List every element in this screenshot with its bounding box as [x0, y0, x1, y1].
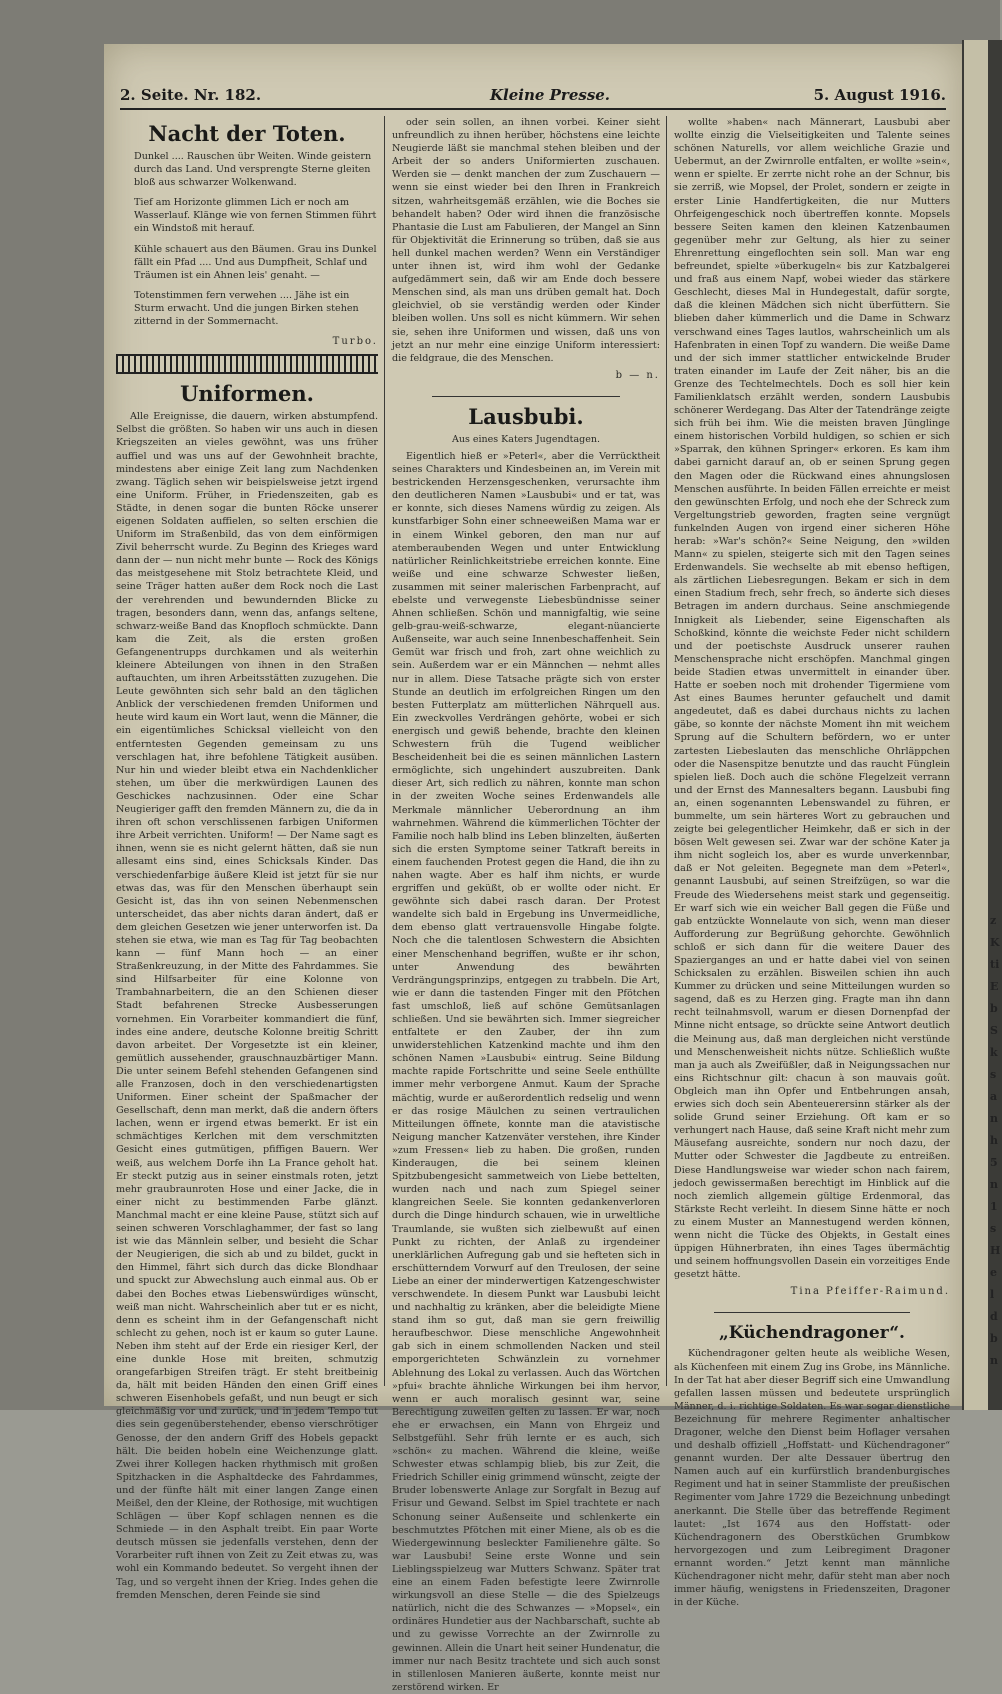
page-header — [120, 86, 946, 110]
strip-letter: a — [990, 1090, 998, 1103]
divider — [714, 1304, 910, 1313]
poem-author: Turbo. — [332, 336, 378, 348]
column-2 — [392, 116, 660, 1693]
header-masthead: Kleine Presse. — [490, 86, 611, 104]
strip-letter: 5 — [990, 1156, 998, 1169]
strip-letter: n — [990, 1178, 998, 1191]
story-continuation — [674, 116, 950, 1281]
strip-letter: n — [990, 1112, 998, 1125]
strip-letter: S — [990, 1024, 998, 1037]
poem-stanza: Totenstimmen fern verwehen .... Jähe ist ein Sturm erwacht. Und die jungen Birken stehen zitternd in der Sommernacht. — [134, 289, 359, 328]
strip-letter: s — [990, 1222, 997, 1235]
adjacent-page-edge — [962, 40, 1002, 1410]
article-body — [116, 410, 378, 1602]
newspaper-page — [104, 44, 962, 1693]
story-author: Tina Pfeiffer-Raimund. — [790, 1286, 950, 1298]
article-signature: b — n. — [615, 369, 660, 381]
story-title: Lausbubi. — [468, 403, 584, 429]
adjacent-page-letters — [990, 910, 1002, 1372]
strip-letter: 1 — [990, 1200, 998, 1213]
column-rule — [666, 116, 667, 1386]
story-subtitle: Aus eines Katers Jugendtagen. — [452, 433, 600, 445]
poem-title: Nacht der Toten. — [148, 121, 346, 146]
poem-stanza: Kühle schauert aus den Bäumen. Grau ins Dunkel fällt ein Pfad .... Und aus Dumpfheit, Schlaf und Träumen ist ein Ahnen leis' genaht. — — [134, 243, 377, 281]
story-text: Eigentlich hieß er »Peterl«, aber die Verrücktheit seines Charakters und Kindesbeinen an, im Verein mit bestrickenden Herzensgeschenken, verursachte ihm den deutlicheren Namen »Lausbubi« und er tat, was er konnte, sich dieses Namens würdig zu zeigen. Als kunstfarbiger Sohn einer schneeweißen Mama war er in einem Winkel geboren, den man nur auf atemberaubenden Wegen und unter Entwicklung natürlicher Reinlichkeitstriebe erreichen konnte. Eine weiße und eine schwarze Schwester ließen, zusammen mit seiner malerischen Farbenpracht, auf ebelste und verwegenste Liebesbündnisse seiner Ahnen schließen. Schön und mannigfaltig, wie seine gelb-grau-weiß-schwarze, elegant-nüancierte Außenseite, war auch seine Innenbeschaffenheit. Sein Gemüt war frisch und froh, zart ohne weichlich zu sein. Außerdem war er ein Männchen — nehmt alles nur in allem. Diese Tatsache prägte sich von erster Stunde an deutlich im erfolgreichen Ringen um den besten Futterplatz am mütterlichen Nährquell aus. Ein zweckvolles Verdrängen gehörte, wobei er sich energisch und gewiß behende, brachte den kleinen Schwestern früh die Tugend weiblicher Bescheidenheit bei die es seinen männlichen Lastern ermöglichte, sich ungehindert auszubreiten. Dank dieser Art, sich redlich zu nähren, konnte man schon in der zweiten Woche seines Erdenwandels alle Merkmale männlicher Ueberordnung an ihm wahrnehmen. Während die kümmerlichen Töchter der Familie noch halb blind ins Leben blinzelten, äußerten sich die ersten Symptome seiner Tatkraft bereits in einem fauchenden Protest gegen die Hand, die ihn zu nahen wagte. Aber es half ihm nichts, er wurde ergriffen und geküßt, ob er wollte oder nicht. Er gewöhnte sich dabei rasch daran. Der Protest wandelte sich bald in Ergebung ins Unvermeidliche, dem ebenso glatt vertrauensvolle Hingabe folgte. Noch che die talentlosen Schwestern die Absichten einer Menschenhand begriffen, wußte er ihr schon, unter Anwendung des bewährten Verdrängungsprinzips, entgegen zu trabbeln. Die Art, wie er dann die tastenden Finger mit den Pfötchen fast umschloß, ließ auf schöne Gemütsanlagen schließen. Und sie bewährten sich. Immer siegreicher entfaltete er den Zauber, der ihn zum unwiderstehlichen Katzenkind machte und ihm den schönen Namen »Lausbubi« eintrug. Seine Bildung machte rapide Fortschritte und seine Seele enthüllte immer mehr verborgene Anmut. Kaum der Sprache mächtig, wurde er außerordentlich redselig und wenn er das rosige Mäulchen zu seinen vertraulichen Mitteilungen öffnete, konnte man die atavistische Neigung mancher Katzenväter verstehen, ihre Kinder »zum Fressen« lieb zu haben. Die großen, runden Kinderaugen, die bei seinem kleinen Spitzbubengesicht sammetweich von Liebe bettelten, wurden nach und nach zum Spiegel seiner klangreichen Seele. Sie konnten gedankenverloren durch die Dinge hindurch schauen, wie in urweltliche Traumlande, sie wußten sich zielbewußt auf einen Punkt zu richten, der Anlaß zu irgendeiner unerklärlichen Aufregung gab und sie hefteten sich in erschütterndem Vorwurf auf den Treulosen, der seine Liebe an einer der minderwertigen Katzengeschwister verschwendete. In diesem Punkt war Lausbubi leicht und nachhaltig zu kränken, aber die beleidigte Miene stand ihm so gut, daß man sie gern freiwillig heraufbeschwor. Diese menschliche Angewohnheit gab sich in einem schmollenden Nacken und steil emporgerichteten Schwänzlein zu vornehmer Ablehnung des Lokal zu verlassen. Auch das Wörtchen »pfui« brachte ähnliche Wirkungen bei ihm hervor, wenn er auch moralisch gesinnt war, seine Berechtigung zuweilen gelten zu lassen. Er war, noch ehe er erwachsen, ein Mann von Ehrgeiz und Selbstgefühl. Sehr früh lernte er es auch, sich »schön« zu machen. Während die kleine, weiße Schwester etwas schlampig blieb, bis zur Zeit, die Friedrich Schiller einig grimmend wünscht, zeigte der Bruder lobenswerte Anlage zur Sorgfalt in Bezug auf Frisur und Gewand. Selbst im Spiel trachtete er nach Schonung seiner Außenseite und schlenkerte ein beschmutztes Pfötchen mit einer Miene, als ob es die Wiedergewinnung besleckter Familienehre gälte. So war Lausbubi! Seine erste Wonne und sein Lieblingsspielzeug war Mutters Schwanz. Später trat eine an einem Faden befestigte leere Zwirnrolle wirkungsvoll an diese Stelle — die des Spielzeugs natürlich, nicht die des Schwanzes — »Mopsel«, ein ordinäres Hundetier aus der Nachbarschaft, suchte ab und zu gewisse Vorrechte an der Zwirnrolle zu gewinnen. Allein die Unart heit seiner Hundenatur, die immer nur nach Besitz trachtete und sich auch sonst in stillenlosen Manieren äußerte, konnte meist nur zerstörend wirken. Er — [392, 450, 660, 1693]
strip-letter: h — [990, 1134, 998, 1147]
ornament-divider — [116, 354, 378, 374]
strip-letter: d — [990, 1310, 998, 1323]
article-text: oder sein sollen, an ihnen vorbei. Keiner sieht unfreundlich zu ihnen herüber, höchstens eine leichte Neugierde läßt sie manchmal stehen bleiben und der Arbeit der so anders Uniformierten zuschauen. Werden sie — denkt manchen der zum Zuschauern — wenn sie einst wieder bei den Ihren in Frankreich sitzen, wahrheitsgemäß erzählen, wie die Boches sie behandelt haben? Oder wird ihnen die französische Phantasie die Lust am Fabulieren, der Mangel an Sinn für Objektivität die Erinnerung so trüben, daß sie aus hell dunkel machen werden? Wenn ein Verständiger unter ihnen ist, wird ihm wohl der Gedanke aufgedämmert sein, daß wir am Ende doch bessere Menschen sind, als man uns drüben gemalt hat. Doch gleichviel, ob sie verständig werden oder Kinder bleiben wollen. Uns soll es nicht kümmern. Wir sehen sie, sehen ihre Uniformen und wissen, daß uns von jetzt an nur mehr eine einzige Uniform interessiert: die feldgraue, die des Menschen. — [392, 117, 660, 364]
column-1 — [116, 116, 378, 1601]
poem-body — [116, 150, 378, 328]
strip-letter: l — [990, 1288, 995, 1301]
divider — [432, 388, 620, 397]
column-3 — [674, 116, 950, 1609]
column-rule — [384, 116, 385, 1386]
strip-letter: k — [990, 1046, 998, 1059]
strip-letter: ti — [990, 958, 1000, 971]
story-body — [392, 450, 660, 1694]
strip-letter: n — [990, 1354, 998, 1367]
poem-stanza: Tief am Horizonte glimmen Lich er noch am Wasserlauf. Klänge wie von fernen Stimmen führt ein Windstoß mit herauf. — [134, 197, 377, 235]
article-title: „Küchendragoner“. — [719, 1323, 905, 1344]
article-title: Uniformen. — [180, 381, 314, 407]
poem-stanza: Dunkel .... Rauschen übr Weiten. Winde geistern durch das Land. Und versprengte Sterne gleiten bloß aus schwarzer Wolkenwand. — [134, 151, 372, 189]
article-text: Küchendragoner gelten heute als weibliche Wesen, als Küchenfeen mit einem Zug ins Grobe, ins Männliche. In der Tat hat aber dieser Begriff sich eine Umwandlung gefallen lassen müssen und bedeutete ursprünglich Männer, d. i. richtige Soldaten. Es war sogar dienstliche Bezeichnung für mehrere Regimenter anhaltischer Dragoner, welche den Dienst beim Hoflager versahen und deshalb offiziell „Hoffstatt- und Küchendragoner“ genannt wurden. Der alte Dessauer übertrug den Namen auch auf ein kurfürstlich brandenburgisches Regiment und hat in seiner Stammliste der preußischen Regimenter vom Jahre 1729 die Bezeichnung unbedingt anerkannt. Die Stelle über das betreffende Regiment lautet: „Ist 1674 aus den Hoffstatt- oder Küchendragonern des Oberstküchen Grumbkow hervorgezogen und zum Leibregiment Dragoner ernannt worden.“ Jetzt kennt man männliche Küchendragoner nicht mehr, dafür steht man aber noch immer häufig, wenigstens in Friedenszeiten, Dragoner in der Küche. — [674, 1348, 950, 1609]
article-body — [674, 1347, 950, 1609]
strip-letter: z — [990, 914, 997, 927]
story-text: wollte »haben« nach Männerart, Lausbubi aber wollte einzig die Vielseitigkeiten und Talente seines schönen Naturells, vor allem weichliche Grazie und Uebermut, an der Zwirnrolle entfalten, er wollte »sein«, wenn er spielte. Er zerrte nicht rohe an der Schnur, bis sie zerriß, wie Mopsel, der Prolet, sondern er zeigte in erster Linie Handfertigkeiten, die nur Mutters Ohrfeigengeschick noch übertreffen konnte. Mopsels bessere Seiten kamen den kleinen Katzenbaumen gegenüber mehr zur Geltung, als hier zu seiner Ehrenrettung eingeflochten sein soll. Man war eng befreundet, spielte »überkugeln« bis zur Katzbalgerei und fraß aus einem Napf, wobei wieder das stärkere Geschlecht, dieses Mal in Hundegestalt, dafür sorgte, daß die kleinen Mädchen sich nicht überfüttern. Sie blieben daher kümmerlich und die Dame in Schwarz verschwand eines Tages lautlos, wahrscheinlich um als Hafenbraten in einen Topf zu wandern. Die weiße Dame und der sich immer stattlicher entwickelnde Bruder traten einander im Laufe der Zeit näher, bis an die Grenze des Techtelmechtels. Doch es soll hier kein Familienklatsch erzählt werden, sondern Lausbubis schönerer Werdegang. Das Alter der Tatendränge zeigte sich früh bei ihm. Wie die meisten braven Jünglinge einem historischen Vorbild huldigen, so schien er sich »Sparrak, den kühnen Springer« erkoren. Es kam ihm dabei garnicht darauf an, ob er seinen Sprung gegen den Magen oder die Rückwand eines ahnungslosen Menschen ausführte. In beiden Fällen erreichte er meist den gewünschten Erfolg, und noch ehe der Schreck zum Vergeltungstrieb geworden, fragten seine vergnügt funkelnden Augen von irgend einer sicheren Höhe herab: »War's schön?« Seine Neigung, den »wilden Mann« zu spielen, steigerte sich mit den Tagen seines Erdenwandels. Sie wechselte ab mit ebenso heftigen, als zärtlichen Liebesregungen. Bekam er sich in dem einen Stadium frech, sehr frech, so änderte sich dieses Betragen im andern durchaus. Seine anschmiegende Innigkeit als Liebender, seine Eigenschaften als Schoßkind, könnte die weichste Feder nicht schildern und der poetischste Ausdruck unserer rauhen Menschensprache nicht erschöpfen. Manchmal gingen beide Stadien etwas unvermittelt in einander über. Hatte er soeben noch mit drohender Tigermiene vom Ast eines Baumes herunter gefauchelt und damit angedeutet, daß es dabei durchaus nichts zu lachen gäbe, so konnte der nächste Moment ihn mit weichem Sprung auf die Schultern befördern, wo er unter zartesten Liebeslauten das menschliche Ohrläppchen oder die Nasenspitze benutzte und das raucht Fünglein spielen ließ. Doch auch die schöne Flegelzeit verrann und der Ernst des Mannesalters begann. Lausbubi fing an, einen sogenannten Lebenswandel zu führen, er bummelte, um sein härteres Wort zu gebrauchen und zeigte bei gelegentlicher Heimkehr, daß er sich in der bösen Welt gewesen sei. Zwar war der schöne Kater ja ihm nicht sogleich los, aber es wurde unverkennbar, daß er Not geleiten. Begegnete man dem »Peterl«, genannt Lausbubi, auf seinen Streifzügen, so war die Freude des Wiedersehens meist stark und gegenseitig. Er warf sich wie ein weicher Ball gegen die Füße und gab entzückte Wonnelaute von sich, wenn man dieser Aufforderung zur Begrüßung gehorchte. Gewöhnlich schloß er sich dann für die weitere Dauer des Spazierganges an und er hatte dabei viel von seinen Schicksalen zu erzählen. Bisweilen schien ihn auch Kummer zu drücken und seine Mitteilungen wurden so sagend, daß es zu Herzen ging. Fragte man ihn dann recht teilnahmsvoll, warum er diesen Dornenpfad der Minne nicht entsage, so drückte seine Antwort deutlich die Meinung aus, daß man dergleichen nicht verstünde und Menschenweisheit nichts nütze. Schließlich wußte man ja auch als Zweifüßler, daß in Neigungssachen nur eins Richtschnur gilt: chacun à son mauvais goût. Obgleich man ihn Opfer und Entbehrungen ansah, erwies sich doch sein Abenteuerersinn stärker als der solide Grund seiner Erziehung. Oft kam er so verhungert nach Hause, daß seine Kraft nicht mehr zum Mäusefang ausreichte, sondern nur noch dazu, der Mutter oder Schwester die Jagdbeute zu entreißen. Diese Handlungsweise war wieder schon nach fairem, jedoch gewissermaßen berechtigt im Hinblick auf die noch ziemlich allgemein gültige Erdenmoral, das Stärkste Recht verleiht. In diesem Sinne hätte er noch zu einem Muster an Mannestugend werden können, wenn nicht die Tücke des Objekts, in Gestalt eines üppigen Hühnerbraten, ihn eines Tages übermächtig und seinem hoffnungsvollen Dasein ein vorzeitiges Ende gesetzt hätte. — [674, 117, 950, 1281]
article-continuation — [392, 116, 660, 365]
strip-letter: b — [990, 1002, 998, 1015]
strip-letter: b — [990, 1332, 998, 1345]
header-date: 5. August 1916. — [813, 86, 946, 104]
article-text: Alle Ereignisse, die dauern, wirken abstumpfend. Selbst die größten. So haben wir uns auch in diesen Kriegszeiten an vieles gewöhnt, was uns früher auffiel und was uns auf der Gewohnheit brachte, mindestens aber einige Zeit lang zum Nachdenken zwang. Täglich sehen wir beispielsweise jetzt irgend eine Uniform. Früher, in Friedenszeiten, gab es Städte, in denen sogar die bunten Röcke unserer eigenen Soldaten auffielen, so selten erschien die Uniform im Straßenbild, das von dem einförmigen Zivil beherrscht wurde. Zu Beginn des Krieges ward dann der — nun nicht mehr bunte — Rock des Königs das meistgesehene mit Stolz betrachtete Kleid, und seine Träger hatten außer dem Rock noch die Last der verehrenden und bewundernden Blicke zu tragen, besonders dann, wenn das, anfangs seltene, schwarz-weiße Band das Knopfloch schmückte. Dann kam die Zeit, als die ersten großen Gefangenentrupps durchkamen und als weiterhin kleinere Abteilungen von ihnen in den Straßen auftauchten, um ihren Arbeitsstätten zuzugehen. Die Leute gewöhnten sich sehr bald an den täglichen Anblick der verschiedenen fremden Uniformen und heute wird kaum ein Wort laut, wenn die Männer, die ein eigentümliches Schicksal vielleicht von den entferntesten Gegenden gemeinsam zu uns verschlagen hat, ihre befohlene Tätigkeit ausüben. Nur hin und wieder bleibt etwa ein Nachdenklicher stehen, um über die merkwürdigen Launen des Geschickes nachzusinnen. Oder eine Schar Neugieriger gafft den fremden Männern zu, die da in ihren oft schon verschlissenen farbigen Uniformen ihre Arbeit verrichten. Uniform! — Der Name sagt es ihnen, wenn sie es nicht gelernt hätten, daß sie nun allesamt eins sind, eines Schicksals Kinder. Das verschiedenfarbige äußere Kleid ist jetzt für sie nur etwas das, was für den Menschen überhaupt sein Gesicht ist, das ihn von seinen Nebenmenschen unterscheidet, das aber nichts daran ändert, daß er dem gleichen Gesetzen wie jener unterworfen ist. Da stehen sie etwa, wie man es Tag für Tag beobachten kann — fünf Mann hoch — an einer Straßenkreuzung, in der Mitte des Fahrdammes. Sie sind Hilfsarbeiter für eine Kolonne von Trambahnarbeitern, die an den Schienen dieser Stadt befahrenen Strecke Ausbesserungen vornehmen. Ein Vorarbeiter kommandiert die fünf, indes eine andere, deutsche Kolonne breitig Schritt davon arbeitet. Der Vorgesetzte ist ein kleiner, gemütlich aussehender, grauschnauzbärtiger Mann. Die unter seinem Befehl stehenden Gefangenen sind alle Franzosen, doch in den verschiedenartigsten Uniformen. Einer scheint der Spaßmacher der Gesellschaft, denn man merkt, daß die andern öfters lachen, wenn er irgend etwas bemerkt. Er ist ein schmächtiges Kerlchen mit dem verschmitzten Gesicht eines gutmütigen, pfiffigen Bauern. Wer weiß, aus welchem Dorfe ihn La France geholt hat. Er steckt putzig aus in seiner einstmals roten, jetzt mehr graubraunroten Hose und einer Jacke, die in einer nicht zu bestimmenden Farbe glänzt. Manchmal macht er eine kleine Pause, stützt sich auf seinen schweren Vorschlaghammer, der fast so lang ist wie das Männlein selber, und besieht die Schar der Neugierigen, die sich ab und zu bildet, guckt in den Himmel, fährt sich durch das dicke Blondhaar und spuckt zur Abwechslung auch einmal aus. Ob er dabei den Boches etwas Liebenswürdiges wünscht, weiß man nicht. Wahrscheinlich aber tut er es nicht, denn es scheint ihm in der Gefangenschaft nicht schlecht zu gehen, noch ist er kaum so guter Laune. Neben ihm steht auf der Erde ein riesiger Kerl, der eine dunkle Hose mit breiten, schmutzig orangefarbigen Streifen trägt. Er steht breitbeinig da, hält mit beiden Händen den einen Griff eines schweren Eisenhobels gefaßt, und nun beugt er sich gleichmäßig vor und zurück, und in jedem Tempo tut dies sein gegenüberstehender, ebenso vierschrötiger Genosse, der den andern Griff des Hobels gepackt hält. Die beiden hobeln eine Weichenzunge glatt. Zwei ihrer Kollegen hacken rhythmisch mit großen Spitzhacken in die Asphaltdecke des Fahrdammes, und der fünfte hält mit einer langen Zange einen Meißel, den der Kleine, der Rothosige, mit wuchtigen Schlägen — über Kopf schlagen nennen es die Schmiede — in den Asphalt treibt. Ein paar Worte deutsch müssen sie jedenfalls verstehen, denn der Vorarbeiter ruft ihnen von Zeit zu Zeit etwas zu, was wohl ein Kommando bedeutet. So vergeht ihnen der Tag, und so vergeht ihnen der Krieg. Indes gehen die fremden Menschen, deren Feinde sie sind — [116, 411, 378, 1601]
strip-letter: K — [990, 936, 1000, 949]
strip-letter: E — [990, 980, 999, 993]
header-page-number: 2. Seite. Nr. 182. — [120, 86, 262, 104]
strip-letter: s — [990, 1068, 997, 1081]
strip-letter: e — [990, 1266, 997, 1279]
strip-letter: H — [990, 1244, 1001, 1257]
